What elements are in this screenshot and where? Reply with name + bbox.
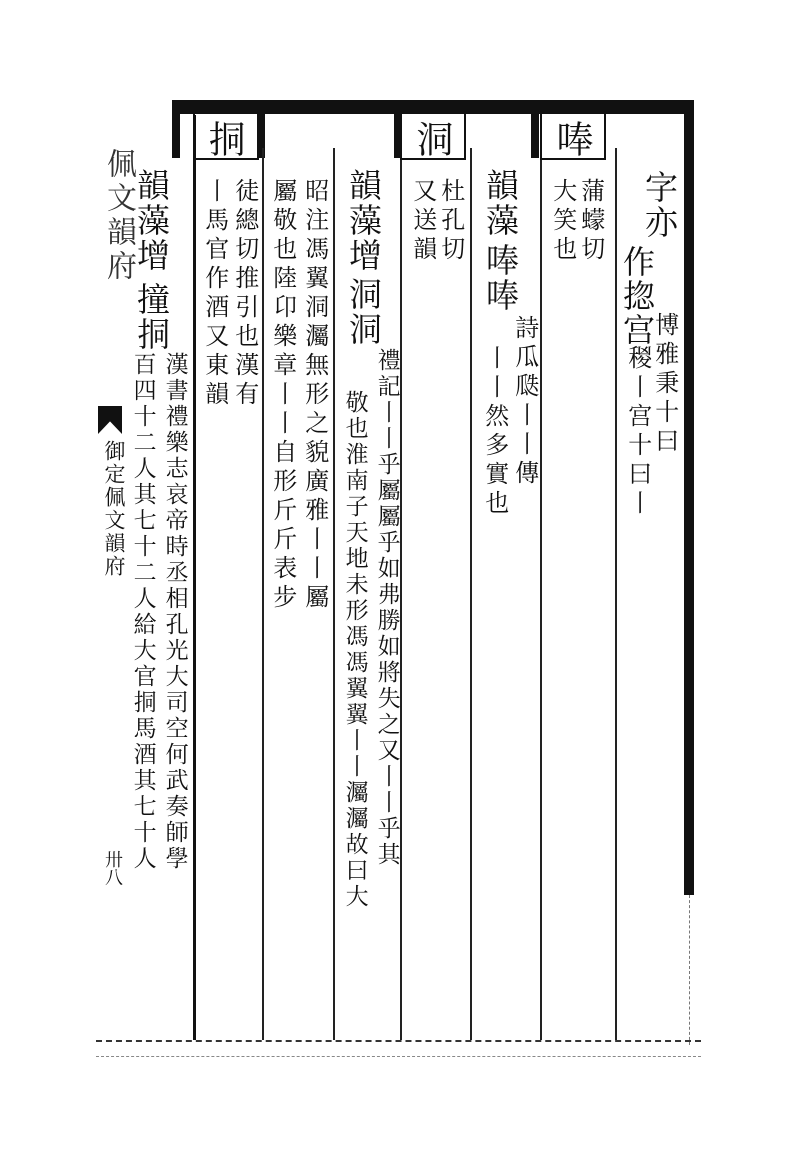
fishtail-mark (98, 406, 122, 434)
entry-note-line: 大笑也 (548, 178, 577, 265)
entry-note-line: 丨馬官作酒又東韻 (200, 178, 229, 410)
column-rule (333, 148, 335, 1040)
entry-note-line: 詩瓜瓞丨丨傳 (510, 315, 539, 489)
frame-bottom-border (96, 1040, 701, 1042)
column-rule (540, 148, 542, 1040)
entry-note-line: 漢書禮樂志哀帝時丞相孔光大司空何武奏師學 (161, 352, 188, 872)
entry-note-line: 屬敬也陸卬樂章丨丨自形斤斤表步 (268, 178, 297, 613)
section-label: 韻藻增 (344, 168, 383, 273)
entry-note-line: 禮記丨丨乎屬屬乎如弗勝如將失之又丨丨乎其 (373, 348, 400, 868)
frame-right-border (684, 100, 694, 895)
page-number: 卅八 (102, 850, 123, 886)
margin-book-title: 御定佩文韻府 (102, 440, 126, 578)
block-heart-rule (193, 115, 196, 1040)
headword: 洞 (410, 120, 453, 159)
entry-note-line: 百四十二人其七十二人給大官挏馬酒其七十人 (129, 352, 156, 872)
entry-note-line: 昭注馮翼洞灟無形之貌廣雅丨丨屬 (300, 178, 329, 613)
entry-note-line: 徒總切推引也漢有 (230, 178, 259, 410)
entry-note-line: 蒲蠓切 (576, 178, 605, 265)
frame-notch (172, 108, 180, 158)
entry-text-line: 作㧾宫 (618, 245, 656, 347)
entry-note-line: 稯丨宫十曰丨 (623, 345, 652, 519)
column-rule (615, 148, 617, 1040)
phrase-term: 唪唪 (481, 243, 520, 313)
entry-note-line: 博雅秉十曰 (650, 312, 679, 457)
frame-bottom-border-inner (96, 1056, 701, 1057)
margin-book-label: 佩文韻府 (101, 148, 136, 284)
frame-top-border (172, 100, 692, 114)
section-label: 韻藻增 (132, 168, 171, 273)
entry-note-line: 敬也淮南子天地未形馮馮翼翼丨丨灟灟故曰大 (341, 390, 368, 910)
column-rule (470, 148, 472, 1040)
headword: 唪 (550, 120, 593, 159)
section-label: 韻藻 (481, 168, 520, 238)
column-rule (262, 148, 264, 1040)
phrase-term: 撞挏 (132, 282, 171, 352)
phrase-term: 洞洞 (344, 277, 383, 347)
column-rule (400, 148, 402, 1040)
entry-note-line: 丨丨然多實也 (480, 345, 509, 519)
frame-right-border-lower (689, 895, 691, 1045)
entry-text-line: 字亦 (640, 170, 679, 240)
headword: 挏 (202, 120, 245, 159)
frame-notch (531, 108, 539, 158)
entry-note-line: 又送韻 (408, 178, 437, 265)
entry-note-line: 杜孔切 (436, 178, 465, 265)
